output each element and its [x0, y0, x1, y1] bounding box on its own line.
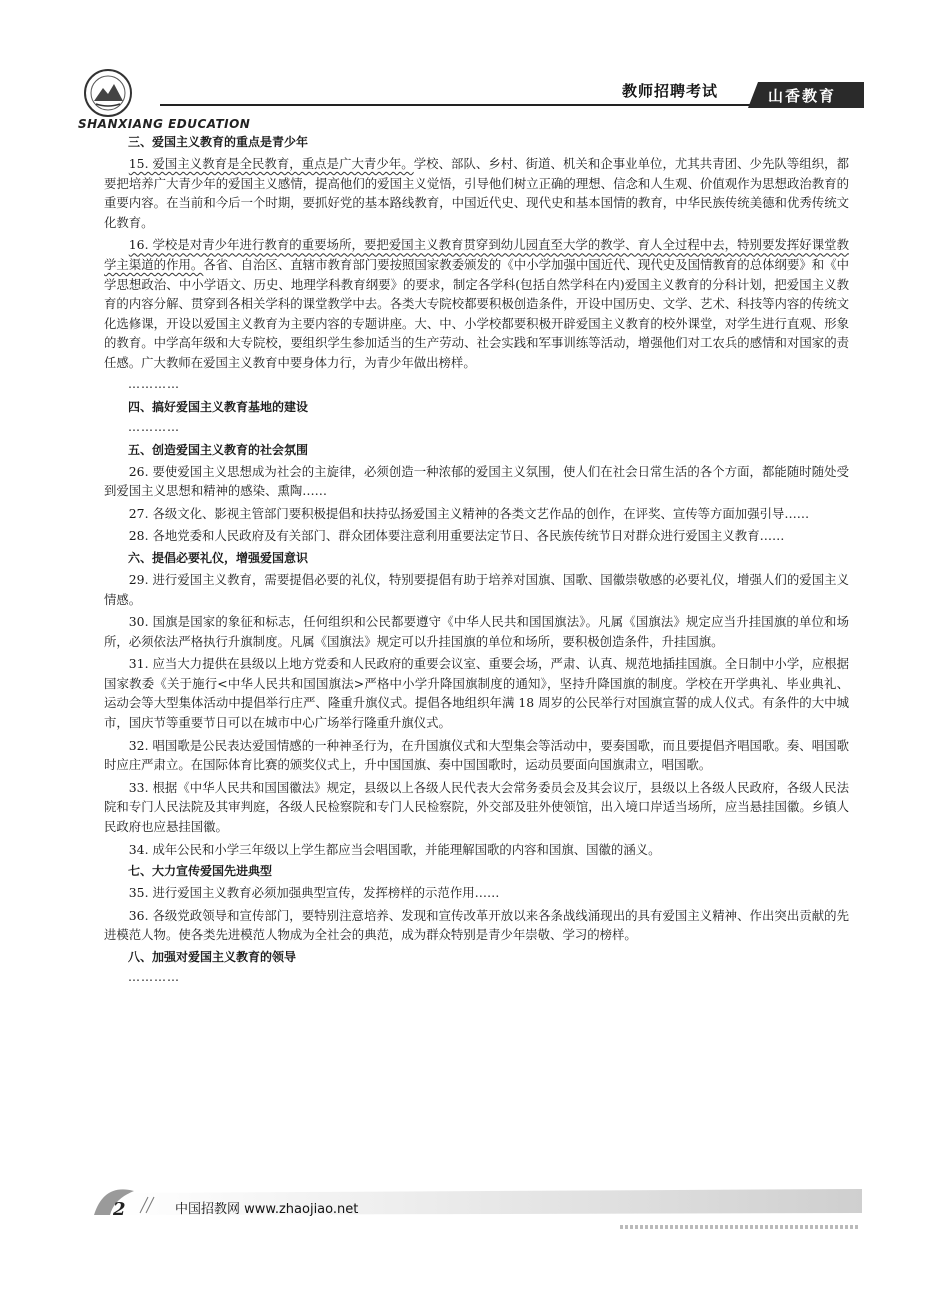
- footer-site: 中国招教网 www.zhaojiao.net: [175, 1202, 359, 1217]
- paragraph-15-text: 学校、部队、乡村、街道、机关和企事业单位，尤其共青团、少先队等组织，都要把培养广大青少年的爱国主义感情，提高他们的爱国主义觉悟，引导他们树立正确的理想、信念和人生观、价值观作为思想政治教育的重要内容。在当前和今后一个时期，要抓好党的基本路线教育，中国近代史、现代史和基本国情的教育，中华民族传统美德和优秀传统文化教育。: [104, 156, 849, 230]
- paragraph-36: 36. 各级党政领导和宣传部门，要特别注意培养、发现和宣传改革开放以来各条战线涌现出的具有爱国主义精神、作出突出贡献的先进模范人物。使各类先进模范人物成为全社会的典范，成为群众特别是青少年崇敬、学习的榜样。: [104, 907, 849, 943]
- header-badge-text: 山香教育: [768, 87, 837, 105]
- paragraph-31: 31. 应当大力提供在县级以上地方党委和人民政府的重要会议室、重要会场，严肃、认真、规范地插挂国旗。全日制中小学，应根据国家教委《关于施行<中华人民共和国国旗法>严格中小学升降国旗制度的通知》，坚持升降国旗的制度。学校在开学典礼、毕业典礼、运动会等大型集体活动中提倡举行庄严、隆重升旗仪式。提倡各地组织年满 18 周岁的公民举行对国旗宣誓的成人仪式。有条件的大中城市，国庆节等重要节日可以在城市中心广场举行隆重升旗仪式。: [104, 656, 849, 731]
- shanxiang-logo: [76, 68, 140, 118]
- page-number: 2: [113, 1199, 126, 1220]
- paragraph-28: 28. 各地党委和人民政府及有关部门、群众团体要注意利用重要法定节日、各民族传统节日对群众进行爱国主义教育……: [128, 528, 785, 544]
- section-heading-7: 七、大力宣传爱国先进典型: [128, 864, 273, 879]
- paragraph-30: 30. 国旗是国家的象征和标志，任何组织和公民都要遵守《中华人民共和国国旗法》。凡属《国旗法》规定应当升挂国旗的单位和场所，必须依法严格执行升旗制度。凡属《国旗法》规定可以升挂国旗的单位和场所，要积极创造条件，升挂国旗。: [104, 614, 849, 649]
- paragraph-26: 26. 要使爱国主义思想成为社会的主旋律，必须创造一种浓郁的爱国主义氛围，使人们在社会日常生活的各个方面，都能随时随处受到爱国主义思想和精神的感染、熏陶……: [104, 463, 849, 499]
- paragraph-16-text: 各省、自治区、直辖市教育部门要按照国家教委颁发的《中小学加强中国近代、现代史及国情教育的总体纲要》和《中学思想政治、中小学语文、历史、地理学科教育纲要》的要求，制定各学科(包括自然学科在内)爱国主义教育的分科计划，把爱国主义教育的内容分解、贯穿到各相关学科的课堂教学中去。各类大专院校都要积极创造条件，开设中国历史、文学、艺术、科技等内容的传统文化选修课，开设以爱国主义教育为主要内容的专题讲座。大、中、小学校都要积极开辟爱国主义教育的校外课堂，对学生进行直观、形象的教育。中学高年级和大专院校，要组织学生参加适当的生产劳动、社会实践和军事训练等活动，增强他们对工农兵的感情和对国家的责任感。广大教师在爱国主义教育中要身体力行，为青少年做出榜样。: [104, 256, 850, 370]
- document-body: [104, 131, 849, 991]
- paragraph-32: 32. 唱国歌是公民表达爱国情感的一种神圣行为，在升国旗仪式和大型集会等活动中，要奏国歌，而且要提倡齐唱国歌。奏、唱国歌时应庄严肃立。在国际体育比赛的颁奖仪式上，升中国国旗、奏中国国歌时，运动员要面向国旗肃立，唱国歌。: [104, 737, 849, 773]
- ellipsis: …………: [128, 376, 180, 391]
- section-heading-4: 四、搞好爱国主义教育基地的建设: [128, 399, 309, 414]
- paragraph-35: 35. 进行爱国主义教育必须加强典型宣传，发挥榜样的示范作用……: [128, 885, 500, 901]
- section-heading-3: 三、爱国主义教育的重点是青少年: [128, 135, 309, 149]
- paragraph-34: 34. 成年公民和小学三年级以上学生都应当会唱国歌，并能理解国歌的内容和国旗、国徽的涵义。: [128, 841, 661, 857]
- paragraph-15-emphasis: 15. 爱国主义教育是全民教育，重点是广大青少年。: [128, 156, 414, 171]
- section-heading-6: 六、提倡必要礼仪，增强爱国意识: [128, 550, 309, 565]
- paragraph-16-emphasis: 16. 学校是对青少年进行教育的重要场所，要把爱国主义教育贯穿到幼儿园直至大学的教学、育人全过程中去，特别要发挥好课堂教学主渠道的作用。: [104, 237, 849, 272]
- paragraph-27: 27. 各级文化、影视主管部门要积极提倡和扶持弘扬爱国主义精神的各类文艺作品的创作，在评奖、宣传等方面加强引导……: [128, 505, 810, 521]
- brand-english: SHANXIANG EDUCATION: [78, 117, 251, 131]
- section-heading-8: 八、加强对爱国主义教育的领导: [128, 950, 297, 964]
- ellipsis: …………: [128, 970, 180, 984]
- paragraph-15: [104, 154, 849, 232]
- paragraph-16: [104, 235, 849, 372]
- paragraph-33: 33. 根据《中华人民共和国国徽法》规定，县级以上各级人民代表大会常务委员会及其会议厅，县级以上各级人民政府，各级人民法院和专门人民法院及其审判庭，各级人民检察院和专门人民检察院，外交部及驻外使领馆，出入境口岸适当场所，应当悬挂国徽。乡镇人民政府也应悬挂国徽。: [104, 779, 849, 835]
- header-title: 教师招聘考试: [622, 82, 719, 100]
- section-heading-5: 五、创造爱国主义教育的社会氛围: [128, 442, 309, 457]
- ellipsis: …………: [128, 419, 180, 434]
- paragraph-29: 29. 进行爱国主义教育，需要提倡必要的礼仪，特别要提倡有助于培养对国旗、国歌、国徽崇敬感的必要礼仪，增强人们的爱国主义情感。: [104, 571, 849, 607]
- footer-decoration: [620, 1215, 860, 1221]
